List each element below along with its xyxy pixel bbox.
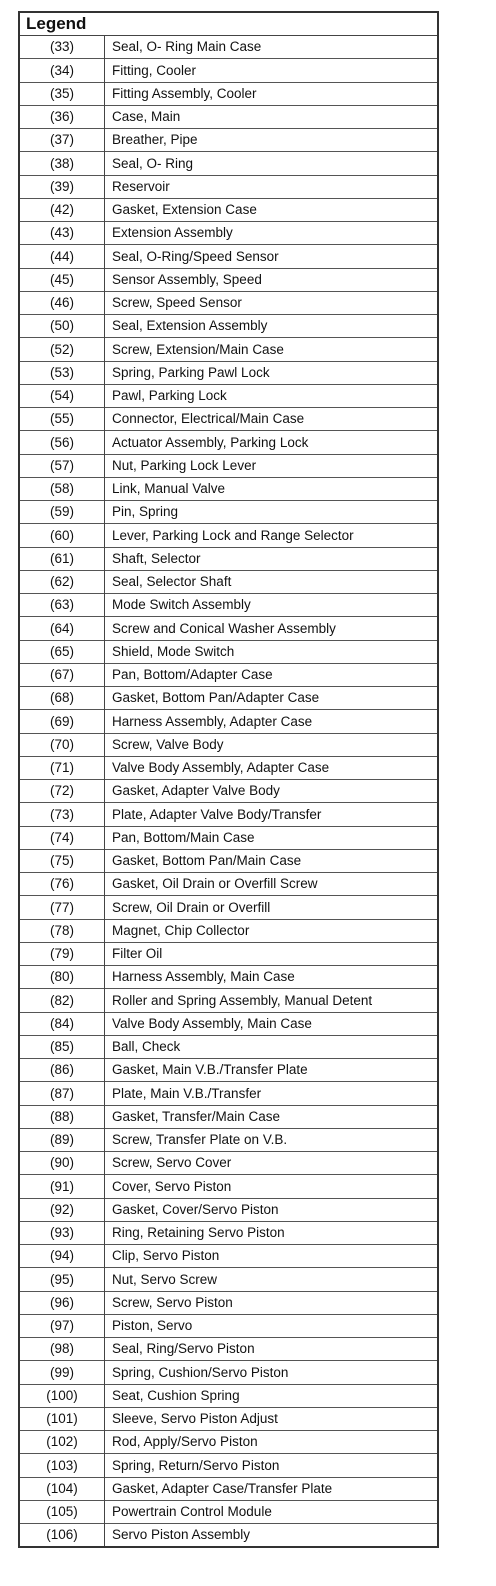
item-description: Harness Assembly, Adapter Case	[105, 710, 439, 733]
item-number: (50)	[19, 315, 105, 338]
item-number: (93)	[19, 1221, 105, 1244]
item-description: Reservoir	[105, 175, 439, 198]
item-number: (46)	[19, 291, 105, 314]
item-number: (97)	[19, 1314, 105, 1337]
item-description: Seal, Extension Assembly	[105, 315, 439, 338]
table-row	[19, 315, 438, 338]
item-number: (103)	[19, 1454, 105, 1477]
item-number: (58)	[19, 477, 105, 500]
table-row	[19, 1152, 438, 1175]
table-row	[19, 1477, 438, 1500]
item-number: (79)	[19, 942, 105, 965]
table-row	[19, 1361, 438, 1384]
table-row	[19, 105, 438, 128]
table-row	[19, 1338, 438, 1361]
item-description: Gasket, Extension Case	[105, 198, 439, 221]
item-description: Screw, Servo Piston	[105, 1291, 439, 1314]
table-row	[19, 1221, 438, 1244]
item-description: Extension Assembly	[105, 222, 439, 245]
table-row	[19, 780, 438, 803]
table-row	[19, 1245, 438, 1268]
table-row	[19, 896, 438, 919]
item-number: (68)	[19, 687, 105, 710]
item-number: (57)	[19, 454, 105, 477]
item-number: (84)	[19, 1012, 105, 1035]
table-row	[19, 152, 438, 175]
table-row	[19, 826, 438, 849]
item-number: (60)	[19, 524, 105, 547]
item-number: (74)	[19, 826, 105, 849]
table-row	[19, 268, 438, 291]
table-row	[19, 431, 438, 454]
item-number: (45)	[19, 268, 105, 291]
item-number: (95)	[19, 1268, 105, 1291]
item-description: Link, Manual Valve	[105, 477, 439, 500]
item-number: (39)	[19, 175, 105, 198]
item-number: (55)	[19, 408, 105, 431]
item-number: (105)	[19, 1500, 105, 1523]
table-row	[19, 338, 438, 361]
item-number: (89)	[19, 1128, 105, 1151]
item-number: (90)	[19, 1152, 105, 1175]
table-row	[19, 59, 438, 82]
item-description: Shield, Mode Switch	[105, 640, 439, 663]
table-row	[19, 454, 438, 477]
table-row	[19, 849, 438, 872]
item-number: (101)	[19, 1407, 105, 1430]
item-description: Screw, Transfer Plate on V.B.	[105, 1128, 439, 1151]
item-description: Clip, Servo Piston	[105, 1245, 439, 1268]
item-description: Plate, Adapter Valve Body/Transfer	[105, 803, 439, 826]
item-description: Roller and Spring Assembly, Manual Detent	[105, 989, 439, 1012]
item-description: Powertrain Control Module	[105, 1500, 439, 1523]
item-description: Screw and Conical Washer Assembly	[105, 617, 439, 640]
item-description: Sensor Assembly, Speed	[105, 268, 439, 291]
item-description: Screw, Servo Cover	[105, 1152, 439, 1175]
table-row	[19, 1128, 438, 1151]
item-description: Ball, Check	[105, 1035, 439, 1058]
item-description: Shaft, Selector	[105, 547, 439, 570]
table-row	[19, 1012, 438, 1035]
item-number: (86)	[19, 1059, 105, 1082]
item-description: Lever, Parking Lock and Range Selector	[105, 524, 439, 547]
table-row	[19, 477, 438, 500]
item-number: (82)	[19, 989, 105, 1012]
item-number: (77)	[19, 896, 105, 919]
item-description: Mode Switch Assembly	[105, 594, 439, 617]
table-row	[19, 1035, 438, 1058]
item-description: Spring, Return/Servo Piston	[105, 1454, 439, 1477]
table-row	[19, 1059, 438, 1082]
table-row	[19, 384, 438, 407]
item-number: (70)	[19, 733, 105, 756]
item-description: Seal, O-Ring/Speed Sensor	[105, 245, 439, 268]
item-number: (99)	[19, 1361, 105, 1384]
item-number: (76)	[19, 873, 105, 896]
item-description: Valve Body Assembly, Adapter Case	[105, 756, 439, 779]
table-row	[19, 524, 438, 547]
table-row	[19, 291, 438, 314]
table-row	[19, 873, 438, 896]
item-description: Seal, Ring/Servo Piston	[105, 1338, 439, 1361]
item-number: (38)	[19, 152, 105, 175]
item-number: (73)	[19, 803, 105, 826]
item-number: (53)	[19, 361, 105, 384]
table-row	[19, 594, 438, 617]
item-description: Gasket, Bottom Pan/Adapter Case	[105, 687, 439, 710]
item-description: Fitting, Cooler	[105, 59, 439, 82]
item-number: (62)	[19, 570, 105, 593]
item-description: Gasket, Adapter Case/Transfer Plate	[105, 1477, 439, 1500]
table-row	[19, 989, 438, 1012]
table-row	[19, 245, 438, 268]
item-number: (69)	[19, 710, 105, 733]
item-number: (104)	[19, 1477, 105, 1500]
item-number: (64)	[19, 617, 105, 640]
item-number: (59)	[19, 501, 105, 524]
item-description: Harness Assembly, Main Case	[105, 966, 439, 989]
item-number: (106)	[19, 1524, 105, 1548]
legend-title: Legend	[19, 12, 438, 36]
table-row	[19, 361, 438, 384]
table-row	[19, 1454, 438, 1477]
item-description: Piston, Servo	[105, 1314, 439, 1337]
item-description: Pin, Spring	[105, 501, 439, 524]
table-row	[19, 733, 438, 756]
item-number: (34)	[19, 59, 105, 82]
table-row	[19, 1291, 438, 1314]
item-description: Actuator Assembly, Parking Lock	[105, 431, 439, 454]
item-number: (91)	[19, 1175, 105, 1198]
item-description: Screw, Speed Sensor	[105, 291, 439, 314]
item-description: Seal, O- Ring Main Case	[105, 36, 439, 59]
legend-body	[19, 36, 438, 1548]
item-number: (75)	[19, 849, 105, 872]
table-row	[19, 1198, 438, 1221]
item-number: (44)	[19, 245, 105, 268]
item-number: (43)	[19, 222, 105, 245]
item-description: Gasket, Main V.B./Transfer Plate	[105, 1059, 439, 1082]
table-row	[19, 175, 438, 198]
table-row	[19, 198, 438, 221]
item-description: Gasket, Transfer/Main Case	[105, 1105, 439, 1128]
item-description: Seat, Cushion Spring	[105, 1384, 439, 1407]
table-row	[19, 942, 438, 965]
item-description: Gasket, Bottom Pan/Main Case	[105, 849, 439, 872]
table-row	[19, 663, 438, 686]
item-number: (61)	[19, 547, 105, 570]
table-row	[19, 617, 438, 640]
table-row	[19, 1500, 438, 1523]
table-row	[19, 966, 438, 989]
item-number: (35)	[19, 82, 105, 105]
item-number: (56)	[19, 431, 105, 454]
item-description: Breather, Pipe	[105, 129, 439, 152]
table-row	[19, 687, 438, 710]
item-description: Seal, Selector Shaft	[105, 570, 439, 593]
item-number: (37)	[19, 129, 105, 152]
table-row	[19, 919, 438, 942]
table-row	[19, 1314, 438, 1337]
item-number: (63)	[19, 594, 105, 617]
item-description: Rod, Apply/Servo Piston	[105, 1431, 439, 1454]
item-number: (67)	[19, 663, 105, 686]
item-description: Case, Main	[105, 105, 439, 128]
item-description: Sleeve, Servo Piston Adjust	[105, 1407, 439, 1430]
item-description: Gasket, Oil Drain or Overfill Screw	[105, 873, 439, 896]
table-row	[19, 803, 438, 826]
table-row	[19, 501, 438, 524]
item-description: Pan, Bottom/Adapter Case	[105, 663, 439, 686]
item-description: Cover, Servo Piston	[105, 1175, 439, 1198]
item-description: Screw, Oil Drain or Overfill	[105, 896, 439, 919]
item-description: Nut, Parking Lock Lever	[105, 454, 439, 477]
item-number: (52)	[19, 338, 105, 361]
item-description: Magnet, Chip Collector	[105, 919, 439, 942]
item-number: (100)	[19, 1384, 105, 1407]
item-description: Fitting Assembly, Cooler	[105, 82, 439, 105]
item-description: Seal, O- Ring	[105, 152, 439, 175]
item-description: Spring, Cushion/Servo Piston	[105, 1361, 439, 1384]
table-row	[19, 129, 438, 152]
table-row	[19, 1407, 438, 1430]
item-number: (87)	[19, 1082, 105, 1105]
item-number: (102)	[19, 1431, 105, 1454]
table-row	[19, 408, 438, 431]
item-number: (98)	[19, 1338, 105, 1361]
item-description: Screw, Valve Body	[105, 733, 439, 756]
table-row	[19, 1431, 438, 1454]
item-description: Filter Oil	[105, 942, 439, 965]
table-row	[19, 36, 438, 59]
item-number: (33)	[19, 36, 105, 59]
table-row	[19, 1524, 438, 1548]
table-row	[19, 710, 438, 733]
table-row	[19, 1268, 438, 1291]
item-description: Gasket, Adapter Valve Body	[105, 780, 439, 803]
item-number: (80)	[19, 966, 105, 989]
item-description: Gasket, Cover/Servo Piston	[105, 1198, 439, 1221]
item-description: Plate, Main V.B./Transfer	[105, 1082, 439, 1105]
item-description: Nut, Servo Screw	[105, 1268, 439, 1291]
item-number: (96)	[19, 1291, 105, 1314]
table-row	[19, 570, 438, 593]
item-number: (92)	[19, 1198, 105, 1221]
item-number: (54)	[19, 384, 105, 407]
table-row	[19, 1384, 438, 1407]
table-row	[19, 222, 438, 245]
item-number: (71)	[19, 756, 105, 779]
item-description: Pawl, Parking Lock	[105, 384, 439, 407]
item-number: (36)	[19, 105, 105, 128]
item-description: Valve Body Assembly, Main Case	[105, 1012, 439, 1035]
item-description: Spring, Parking Pawl Lock	[105, 361, 439, 384]
legend-table	[18, 11, 439, 1548]
table-row	[19, 1105, 438, 1128]
item-description: Pan, Bottom/Main Case	[105, 826, 439, 849]
table-row	[19, 756, 438, 779]
item-number: (72)	[19, 780, 105, 803]
table-row	[19, 640, 438, 663]
table-row	[19, 1082, 438, 1105]
item-number: (78)	[19, 919, 105, 942]
item-number: (94)	[19, 1245, 105, 1268]
table-row	[19, 547, 438, 570]
item-number: (65)	[19, 640, 105, 663]
item-number: (88)	[19, 1105, 105, 1128]
table-row	[19, 1175, 438, 1198]
legend-header-row	[19, 12, 438, 36]
item-description: Screw, Extension/Main Case	[105, 338, 439, 361]
item-description: Servo Piston Assembly	[105, 1524, 439, 1548]
item-description: Connector, Electrical/Main Case	[105, 408, 439, 431]
item-number: (85)	[19, 1035, 105, 1058]
item-description: Ring, Retaining Servo Piston	[105, 1221, 439, 1244]
item-number: (42)	[19, 198, 105, 221]
table-row	[19, 82, 438, 105]
